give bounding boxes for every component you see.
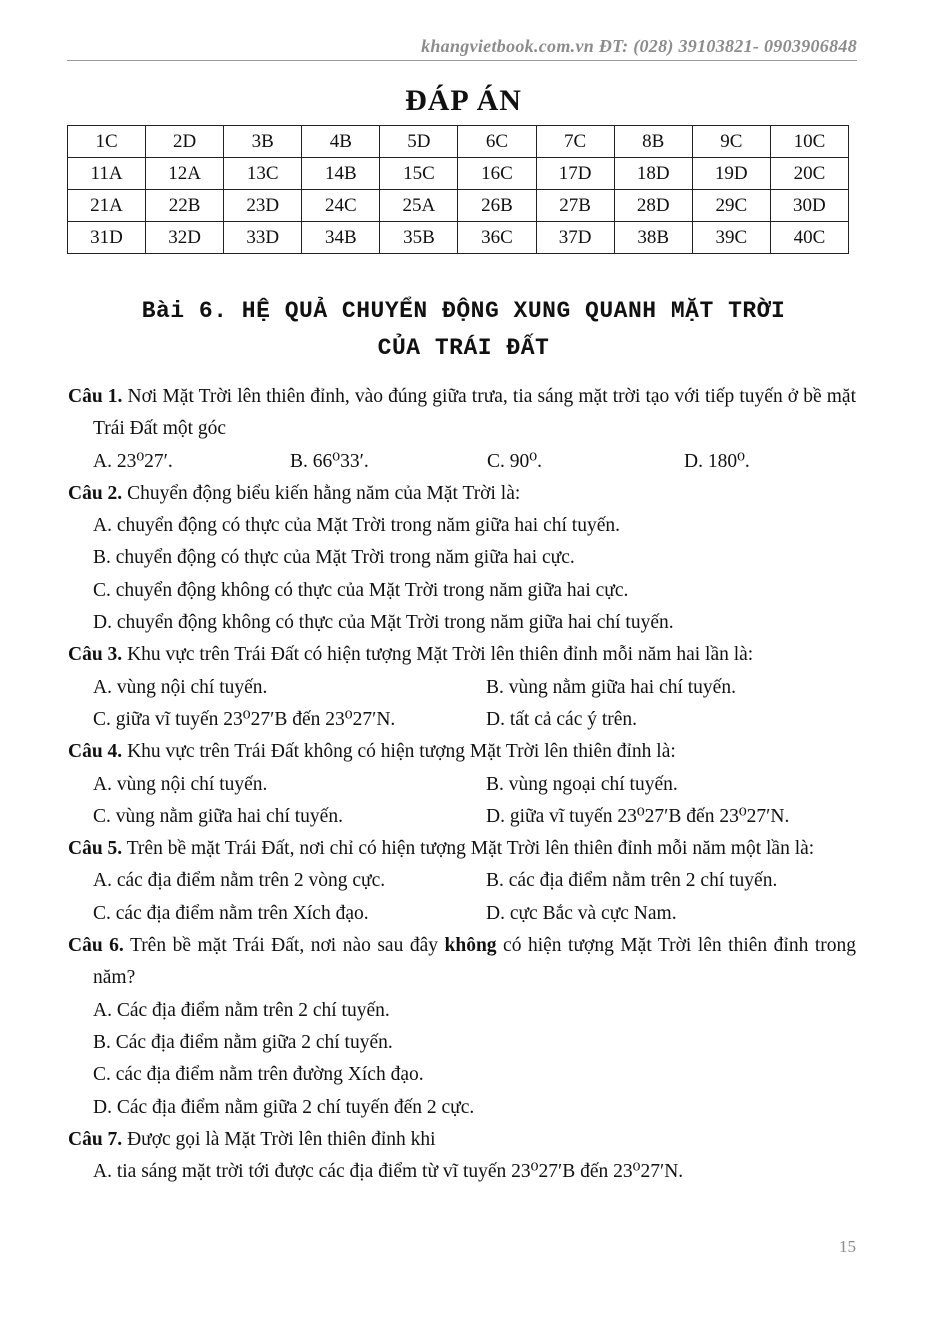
question-7 <box>68 1124 856 1156</box>
answer-cell: 5D <box>380 126 458 158</box>
option-b: B. 66⁰33′. <box>290 450 369 472</box>
option-a: A. tia sáng mặt trời tới được các địa điểm từ vĩ tuyến 23⁰27′B đến 23⁰27′N. <box>93 1161 684 1183</box>
lesson-title <box>40 293 887 367</box>
option-c: C. 90⁰. <box>487 450 542 472</box>
option-d: D. Các địa điểm nằm giữa 2 chí tuyến đến 2 cực. <box>93 1096 475 1118</box>
option-b: B. chuyển động có thực của Mặt Trời trong năm giữa hai cực. <box>93 547 575 569</box>
answer-cell: 11A <box>68 158 146 190</box>
answer-cell: 35B <box>380 222 458 254</box>
answer-cell: 1C <box>68 126 146 158</box>
option-b: B. vùng ngoại chí tuyến. <box>486 773 678 795</box>
question-5-options-row-2 <box>68 898 856 930</box>
question-2 <box>68 478 856 510</box>
answer-cell: 7C <box>536 126 614 158</box>
answer-cell: 8B <box>614 126 692 158</box>
answer-cell: 16C <box>458 158 536 190</box>
answer-cell: 30D <box>770 190 848 222</box>
answer-cell: 4B <box>302 126 380 158</box>
answer-cell: 32D <box>146 222 224 254</box>
question-number: Câu 4. <box>68 741 123 763</box>
question-3-options-row-2 <box>68 704 856 736</box>
option-b: B. Các địa điểm nằm giữa 2 chí tuyến. <box>93 1031 393 1053</box>
question-3-options-row-1 <box>68 672 856 704</box>
option-d: D. cực Bắc và cực Nam. <box>486 902 677 924</box>
option-c: C. chuyển động không có thực của Mặt Trời trong năm giữa hai cực. <box>93 579 629 601</box>
option-d: D. chuyển động không có thực của Mặt Trời trong năm giữa hai chí tuyến. <box>93 612 674 634</box>
question-number: Câu 7. <box>68 1128 123 1150</box>
option-c: C. các địa điểm nằm trên đường Xích đạo. <box>93 1064 424 1086</box>
option-a: A. vùng nội chí tuyến. <box>93 676 268 698</box>
question-4-options-row-1 <box>68 769 856 801</box>
question-stem: Nơi Mặt Trời lên thiên đỉnh, vào đúng giữa trưa, tia sáng mặt trời tạo với tiếp tuyến ở bề mặt Trái Đất một góc <box>93 386 856 440</box>
answer-cell: 20C <box>770 158 848 190</box>
question-stem: Được gọi là Mặt Trời lên thiên đỉnh khi <box>122 1128 436 1150</box>
option-a: A. vùng nội chí tuyến. <box>93 773 268 795</box>
option-d: D. tất cả các ý trên. <box>486 708 638 730</box>
answer-cell: 15C <box>380 158 458 190</box>
answer-cell: 28D <box>614 190 692 222</box>
answer-cell: 36C <box>458 222 536 254</box>
page-header: khangvietbook.com.vn ĐT: (028) 39103821- 0903906848 <box>421 36 857 56</box>
question-number: Câu 6. <box>68 935 124 957</box>
option-d: D. 180⁰. <box>684 450 750 472</box>
answer-cell: 14B <box>302 158 380 190</box>
answer-row <box>68 158 849 190</box>
answer-cell: 9C <box>692 126 770 158</box>
answer-cell: 22B <box>146 190 224 222</box>
question-4-options-row-2 <box>68 801 856 833</box>
option-b: B. vùng nằm giữa hai chí tuyến. <box>486 676 736 698</box>
question-3 <box>68 639 856 671</box>
answer-cell: 29C <box>692 190 770 222</box>
option-d: D. giữa vĩ tuyến 23⁰27′B đến 23⁰27′N. <box>486 805 790 827</box>
answer-cell: 40C <box>770 222 848 254</box>
question-1 <box>68 381 856 446</box>
question-stem: Chuyển động biểu kiến hằng năm của Mặt Trời là: <box>122 482 521 504</box>
option-a: A. chuyển động có thực của Mặt Trời trong năm giữa hai chí tuyến. <box>93 515 620 537</box>
option-a: A. các địa điểm nằm trên 2 vòng cực. <box>93 870 386 892</box>
option-c: C. các địa điểm nằm trên Xích đạo. <box>93 902 369 924</box>
option-a: A. 23⁰27′. <box>93 450 173 472</box>
option-a: A. Các địa điểm nằm trên 2 chí tuyến. <box>93 999 390 1021</box>
answer-cell: 27B <box>536 190 614 222</box>
question-list <box>68 381 856 1188</box>
question-number: Câu 5. <box>68 838 123 860</box>
answer-row <box>68 190 849 222</box>
question-stem: Trên bề mặt Trái Đất, nơi chỉ có hiện tượng Mặt Trời lên thiên đỉnh mỗi năm một lần là: <box>122 838 815 860</box>
answer-cell: 12A <box>146 158 224 190</box>
answer-cell: 39C <box>692 222 770 254</box>
question-stem-before: Trên bề mặt Trái Đất, nơi nào sau đây <box>123 935 445 957</box>
answer-cell: 6C <box>458 126 536 158</box>
question-number: Câu 1. <box>68 386 123 407</box>
question-1-options <box>68 446 856 478</box>
header-divider <box>67 60 857 61</box>
option-b: B. các địa điểm nằm trên 2 chí tuyến. <box>486 870 778 892</box>
answer-cell: 13C <box>224 158 302 190</box>
answer-cell: 38B <box>614 222 692 254</box>
option-c: C. vùng nằm giữa hai chí tuyến. <box>93 805 343 827</box>
answer-cell: 19D <box>692 158 770 190</box>
answer-cell: 34B <box>302 222 380 254</box>
question-number: Câu 3. <box>68 644 123 666</box>
page-number: 15 <box>839 1237 856 1256</box>
answer-row <box>68 126 849 158</box>
answer-cell: 18D <box>614 158 692 190</box>
answer-cell: 21A <box>68 190 146 222</box>
answer-cell: 37D <box>536 222 614 254</box>
question-stem-emphasis: không <box>444 935 497 957</box>
lesson-title-line-1: Bài 6. HỆ QUẢ CHUYỂN ĐỘNG XUNG QUANH MẶT TRỜI <box>141 298 786 324</box>
answer-cell: 31D <box>68 222 146 254</box>
answer-cell: 23D <box>224 190 302 222</box>
answer-cell: 24C <box>302 190 380 222</box>
question-stem: Khu vực trên Trái Đất không có hiện tượng Mặt Trời lên thiên đỉnh là: <box>122 741 676 763</box>
question-5-options-row-1 <box>68 865 856 897</box>
answer-cell: 26B <box>458 190 536 222</box>
answer-cell: 3B <box>224 126 302 158</box>
answer-cell: 10C <box>770 126 848 158</box>
lesson-title-line-2: CỦA TRÁI ĐẤT <box>377 335 550 361</box>
question-6 <box>68 930 856 995</box>
question-stem: Khu vực trên Trái Đất có hiện tượng Mặt Trời lên thiên đỉnh mỗi năm hai lần là: <box>122 644 754 666</box>
answer-cell: 2D <box>146 126 224 158</box>
answer-key-table <box>67 125 849 254</box>
answer-row <box>68 222 849 254</box>
question-number: Câu 2. <box>68 482 123 504</box>
answer-cell: 33D <box>224 222 302 254</box>
option-c: C. giữa vĩ tuyến 23⁰27′B đến 23⁰27′N. <box>93 708 396 730</box>
answer-cell: 25A <box>380 190 458 222</box>
question-stem-after: có hiện tượng Mặt Trời lên thiên đỉnh trong năm? <box>93 935 856 989</box>
answer-key-title: ĐÁP ÁN <box>405 84 522 117</box>
answer-cell: 17D <box>536 158 614 190</box>
question-5 <box>68 833 856 865</box>
question-4 <box>68 736 856 768</box>
